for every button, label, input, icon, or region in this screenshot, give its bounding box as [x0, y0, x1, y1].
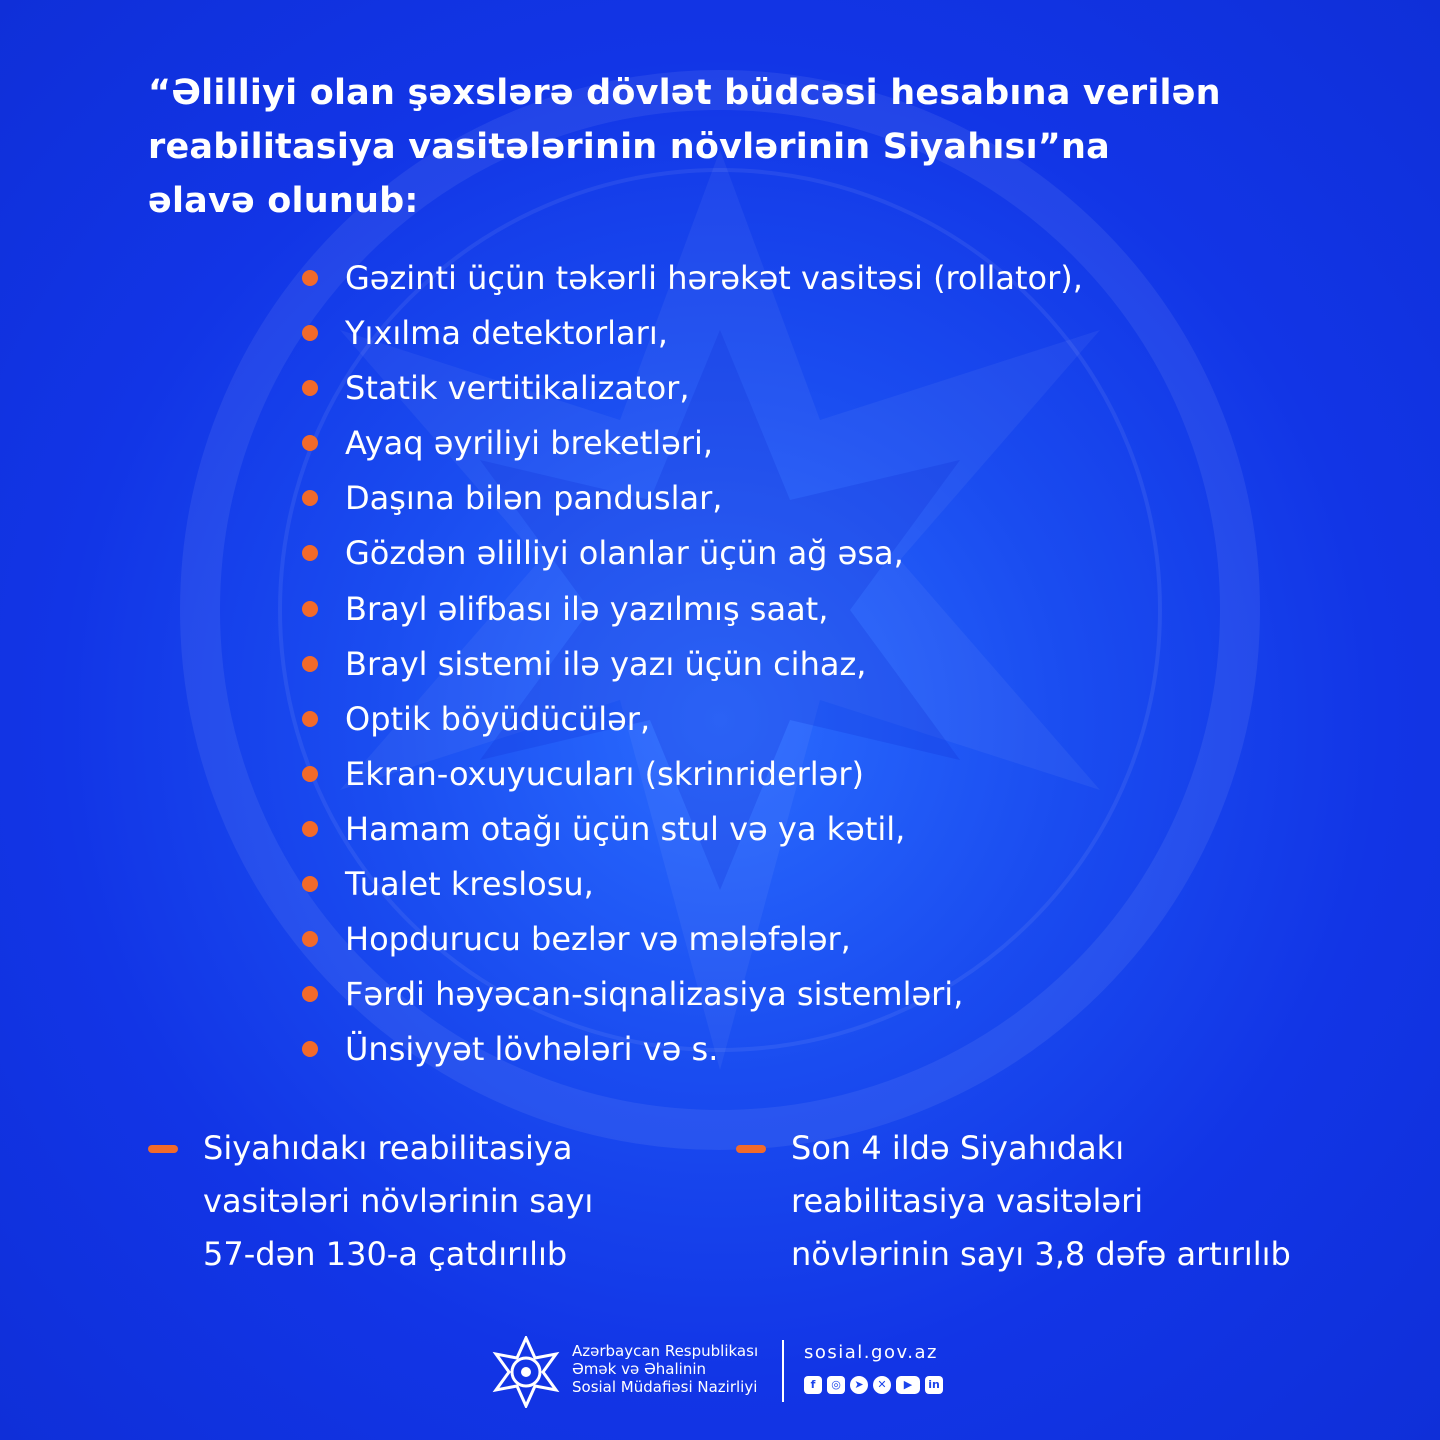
headline-line-1: “Əlilliyi olan şəxslərə dövlət büdcəsi hesabına verilən [148, 73, 1221, 113]
list-item: Yıxılma detektorları, [300, 306, 1083, 361]
list-item: Ünsiyyət lövhələri və s. [300, 1022, 1083, 1077]
bullet-dot-icon [302, 876, 318, 892]
bullet-dot-icon [302, 1041, 318, 1057]
linkedin-icon[interactable]: in [925, 1376, 943, 1394]
ministry-name [572, 1342, 758, 1396]
headline-line-2: reabilitasiya vasitələrinin növlərinin Siyahısı”na [148, 127, 1110, 167]
stat-line: Siyahıdakı reabilitasiya [203, 1129, 573, 1167]
list-item: Hopdurucu bezlər və mələfələr, [300, 912, 1083, 967]
instagram-icon[interactable]: ◎ [827, 1376, 845, 1394]
ministry-line: Azərbaycan Respublikası [572, 1342, 759, 1360]
bullet-dot-icon [302, 270, 318, 286]
list-item: Hamam otağı üçün stul və ya kətil, [300, 802, 1083, 857]
ministry-logo-icon [490, 1336, 562, 1408]
list-item: Ekran-oxuyucuları (skrinriderlər) [300, 747, 1083, 802]
bullet-dot-icon [302, 766, 318, 782]
list-item: Statik vertitikalizator, [300, 361, 1083, 416]
divider [782, 1340, 784, 1402]
bullet-dot-icon [302, 545, 318, 561]
list-item: Optik böyüdücülər, [300, 692, 1083, 747]
bullet-dot-icon [302, 380, 318, 396]
stat-line: növlərinin sayı 3,8 dəfə artırılıb [791, 1235, 1291, 1273]
stat-line: 57-dən 130-a çatdırılıb [203, 1235, 568, 1273]
bullet-dot-icon [302, 601, 318, 617]
dash-icon [148, 1145, 178, 1153]
rehabilitation-items-list [300, 251, 1083, 1077]
bullet-dot-icon [302, 325, 318, 341]
list-item: Ayaq əyriliyi breketləri, [300, 416, 1083, 471]
stat-line: reabilitasiya vasitələri [791, 1182, 1144, 1220]
bullet-dot-icon [302, 931, 318, 947]
stat-line: vasitələri növlərinin sayı [203, 1182, 594, 1220]
footer [490, 1336, 960, 1408]
telegram-icon[interactable]: ➤ [850, 1376, 868, 1394]
list-item: Gəzinti üçün təkərli hərəkət vasitəsi (rollator), [300, 251, 1083, 306]
list-item: Tualet kreslosu, [300, 857, 1083, 912]
list-item: Daşına bilən panduslar, [300, 471, 1083, 526]
list-item: Fərdi həyəcan-siqnalizasiya sistemləri, [300, 967, 1083, 1022]
bullet-dot-icon [302, 490, 318, 506]
website-link[interactable]: sosial.gov.az [804, 1342, 938, 1363]
headline-line-3: əlavə olunub: [148, 181, 419, 221]
social-icons [804, 1376, 943, 1394]
ministry-line: Sosial Müdafiəsi Nazirliyi [572, 1378, 758, 1396]
bullet-dot-icon [302, 711, 318, 727]
list-item: Brayl sistemi ilə yazı üçün cihaz, [300, 637, 1083, 692]
stat-line: Son 4 ildə Siyahıdakı [791, 1129, 1125, 1167]
bullet-dot-icon [302, 821, 318, 837]
youtube-icon[interactable]: ▶ [896, 1376, 920, 1394]
list-item: Brayl əlifbası ilə yazılmış saat, [300, 582, 1083, 637]
bullet-dot-icon [302, 435, 318, 451]
bullet-dot-icon [302, 986, 318, 1002]
headline [148, 66, 1348, 228]
facebook-icon[interactable]: f [804, 1376, 822, 1394]
dash-icon [736, 1145, 766, 1153]
ministry-line: Əmək və Əhalinin [572, 1360, 706, 1378]
list-item: Gözdən əlilliyi olanlar üçün ağ əsa, [300, 526, 1083, 581]
bullet-dot-icon [302, 656, 318, 672]
x-icon[interactable]: ✕ [873, 1376, 891, 1394]
